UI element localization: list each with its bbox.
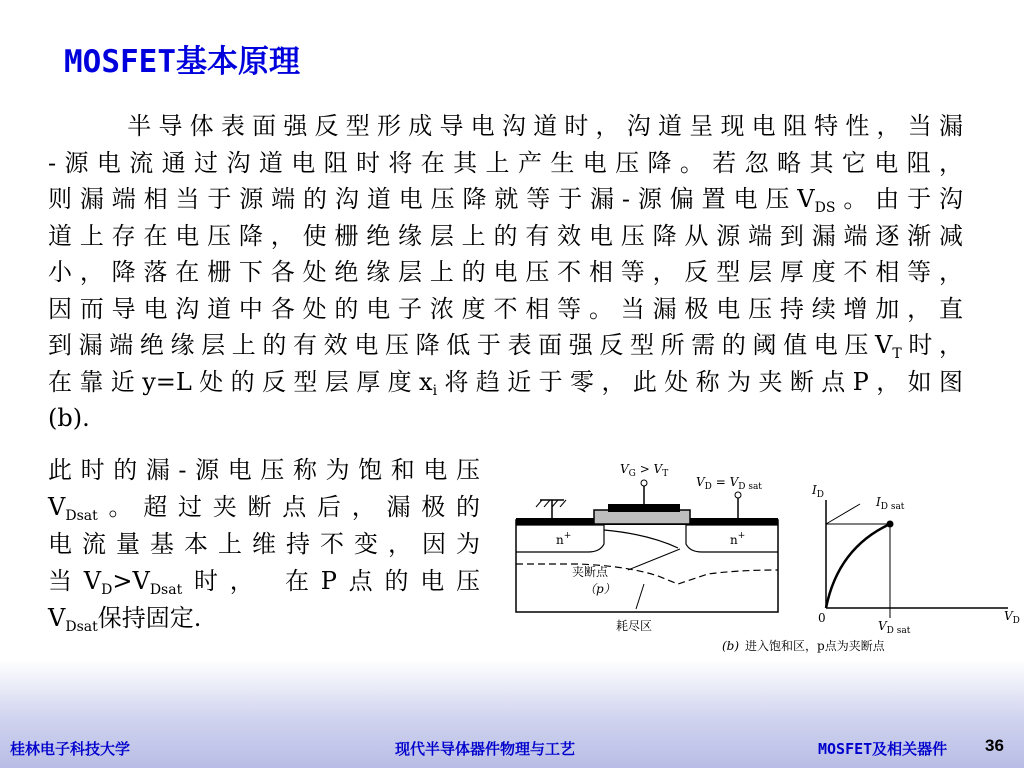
- vd-axis-label: $V_D$: [1004, 609, 1020, 626]
- idsat-label: $I_{D sat}$: [876, 495, 905, 512]
- vdsat-axis-label: $V_{D sat}$: [878, 619, 911, 636]
- footer-chapter: MOSFET及相关器件: [818, 740, 948, 758]
- para-line-7: 到漏端绝缘层上的有效电压降低于表面强反型所需的阈值电压$V_T$时，: [48, 331, 963, 362]
- para-line-5: 小，降落在栅下各处绝缘层上的电压不相等，反型层厚度不相等，: [48, 258, 963, 286]
- para-line-6: 因而导电沟道中各处的电子浓度不相等。当漏极电压持续增加，直: [48, 294, 963, 323]
- para-line-4: 道上存在电压降，使栅绝缘层上的有效电压降从源端到漏端逐渐减: [48, 221, 963, 250]
- gate-electrode: [608, 504, 680, 512]
- saturation-point: [887, 521, 894, 528]
- page-number: 36: [985, 736, 1004, 755]
- main-paragraph: [48, 108, 963, 437]
- p-label: （p）: [584, 582, 616, 596]
- pinchoff-label: 夹断点: [572, 565, 609, 579]
- ground-hatch-2: [544, 500, 550, 507]
- footer-university: 桂林电子科技大学: [10, 740, 131, 758]
- drain-terminal: [735, 492, 741, 498]
- left-line-3: 电流量基本上维持不变，因为: [48, 530, 480, 558]
- origin-label: 0: [818, 611, 826, 625]
- left-line-5: $V_{Dsat}$保持固定.: [48, 604, 202, 635]
- ground-hatch-1: [536, 500, 542, 507]
- ground-hatch-3: [552, 500, 558, 507]
- saturation-paragraph: [48, 452, 480, 637]
- ground-hatch-4: [560, 500, 566, 507]
- para-line-3: 则漏端相当于源端的沟道电压降就等于漏-源偏置电压$V_{DS}$。由于沟: [48, 185, 963, 216]
- left-line-4: 当$V_D>V_{Dsat}$时， 在P点的电压: [48, 567, 480, 598]
- left-line-1: 此时的漏-源电压称为饱和电压: [48, 456, 480, 484]
- vd-label: $V_D = V_{D sat}$: [696, 475, 762, 492]
- gate-oxide: [594, 510, 690, 524]
- para-line-2: -源电流通过沟道电阻时将在其上产生电压降。若忽略其它电阻，: [48, 148, 963, 177]
- iv-curve: [826, 524, 890, 608]
- n-plus-left-label: n+: [556, 531, 572, 547]
- para-line-8: 在靠近y=L处的反型层厚度$x_i$将趋近于零，此处称为夹断点P，如图: [48, 367, 964, 399]
- n-plus-right-label: n+: [730, 531, 746, 547]
- depletion-label: 耗尽区: [616, 619, 653, 633]
- left-line-2: $V_{Dsat}$。超过夹断点后，漏极的: [48, 493, 480, 524]
- vg-label: $V_G > V_T$: [620, 462, 669, 479]
- gate-terminal: [641, 480, 647, 486]
- slide-title: MOSFET基本原理: [64, 44, 300, 80]
- mosfet-saturation-figure: [508, 452, 1024, 662]
- figure-caption: (b) 进入饱和区，p点为夹断点: [722, 639, 885, 653]
- para-line-9: (b).: [48, 404, 90, 432]
- id-axis-label: $I_D$: [812, 483, 824, 500]
- footer-course: 现代半导体器件物理与工艺: [395, 740, 576, 758]
- idsat-pointer: [826, 504, 860, 524]
- para-line-1: 半导体表面强反型形成导电沟道时，沟道呈现电阻特性，当漏: [120, 112, 963, 140]
- iv-curve-plot: [811, 483, 1020, 636]
